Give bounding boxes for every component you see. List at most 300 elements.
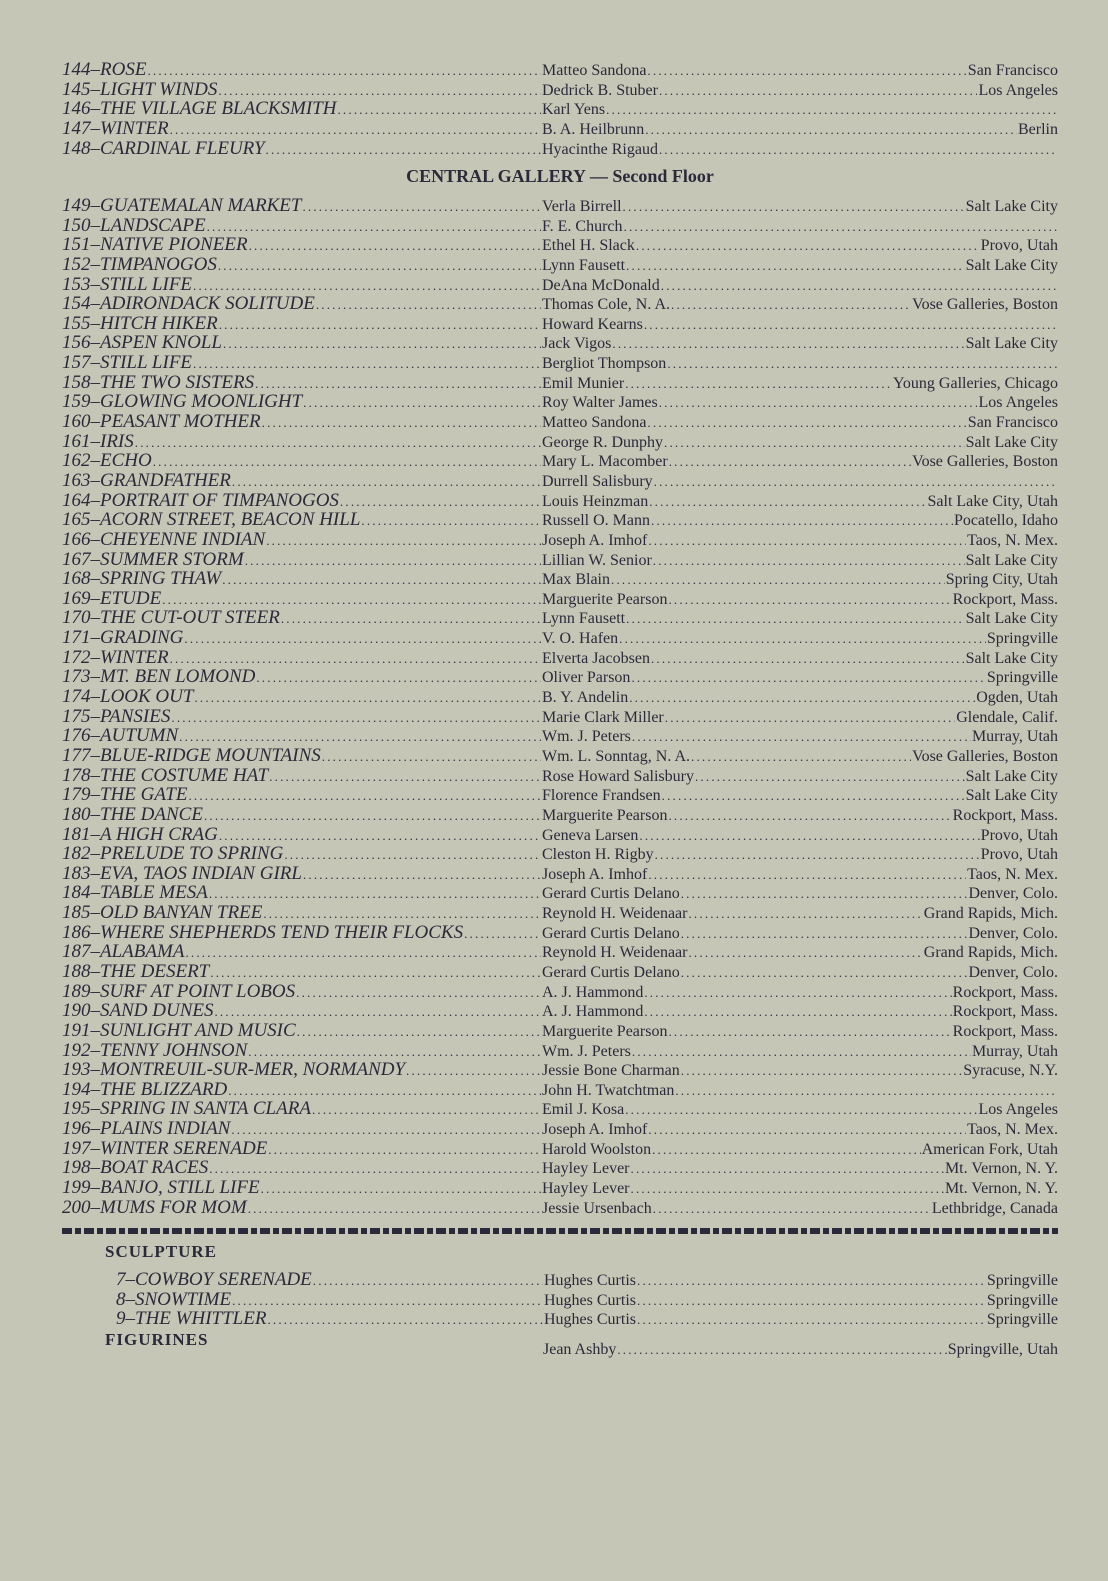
entry-artist-cell xyxy=(542,943,1058,963)
entry-title-cell xyxy=(62,982,542,1003)
leader-dots xyxy=(204,806,541,826)
entry-location: San Francisco xyxy=(967,414,1058,432)
entry-location: Salt Lake City xyxy=(965,551,1058,569)
entry-artist-cell xyxy=(542,884,1058,904)
leader-dots xyxy=(193,276,541,296)
entry-title: 189–SURF AT POINT LOBOS xyxy=(62,981,296,1002)
entry-title-cell xyxy=(62,432,542,453)
entry-location: Salt Lake City, Utah xyxy=(927,492,1058,510)
entry-artist: Gerard Curtis Delano xyxy=(542,924,680,942)
entry-title: 156–ASPEN KNOLL xyxy=(62,333,222,354)
entry-location: Ogden, Utah xyxy=(976,689,1058,707)
leader-dots xyxy=(249,236,541,256)
leader-dots xyxy=(337,100,541,120)
leader-dots xyxy=(688,943,922,963)
entry-artist: Gerard Curtis Delano xyxy=(542,885,680,903)
entry-title: 147–WINTER xyxy=(62,118,169,139)
catalog-entry xyxy=(62,196,1058,216)
entry-location: Provo, Utah xyxy=(980,846,1058,864)
entry-artist-cell xyxy=(542,1140,1058,1160)
catalog-entry xyxy=(62,275,1058,295)
entry-title-cell xyxy=(62,255,542,276)
leader-dots xyxy=(214,1002,541,1022)
entry-artist-cell xyxy=(542,747,1058,767)
leader-dots xyxy=(209,884,541,904)
leader-dots xyxy=(340,492,541,512)
entry-title: 184–TABLE MESA xyxy=(62,883,208,904)
leader-dots xyxy=(631,1179,944,1199)
entry-artist-cell xyxy=(542,708,1058,728)
entry-title: 170–THE CUT-OUT STEER xyxy=(62,608,280,629)
entry-artist-cell xyxy=(542,334,1058,354)
entry-title: 182–PRELUDE TO SPRING xyxy=(62,844,284,865)
entry-title: 150–LANDSCAPE xyxy=(62,215,206,236)
entry-title: 183–EVA, TAOS INDIAN GIRL xyxy=(62,863,302,884)
entry-title-cell xyxy=(62,275,542,296)
entry-location: Vose Galleries, Boston xyxy=(912,747,1058,765)
entry-title: 190–SAND DUNES xyxy=(62,1001,214,1022)
entry-location: Salt Lake City xyxy=(965,256,1058,274)
entry-title-cell xyxy=(62,491,542,512)
entry-title: 176–AUTUMN xyxy=(62,726,179,747)
catalog-entry xyxy=(62,628,1058,648)
entry-artist: Lillian W. Senior xyxy=(542,551,652,569)
catalog-entry xyxy=(62,1198,1058,1218)
entry-title: 192–TENNY JOHNSON xyxy=(62,1040,248,1061)
catalog-entry xyxy=(62,785,1058,805)
entry-title: 7–COWBOY SERENADE xyxy=(116,1270,312,1290)
leader-dots xyxy=(644,983,951,1003)
entry-title: 171–GRADING xyxy=(62,628,184,649)
catalog-entry xyxy=(62,962,1058,982)
entry-artist-cell xyxy=(542,629,1058,649)
entry-artist: Matteo Sandona xyxy=(542,414,647,432)
entry-artist: Emil Munier xyxy=(542,374,625,392)
entry-location: Springville xyxy=(986,1291,1058,1309)
catalog-entry xyxy=(62,883,1058,903)
leader-dots xyxy=(647,61,966,81)
leader-dots xyxy=(170,649,541,669)
entry-artist: Jessie Ursenbach xyxy=(542,1199,652,1217)
leader-dots xyxy=(313,1271,543,1291)
leader-dots xyxy=(263,904,541,924)
catalog-entry xyxy=(62,373,1058,393)
entry-location: San Francisco xyxy=(967,62,1058,79)
entry-artist-cell xyxy=(542,924,1058,944)
entry-title-cell xyxy=(62,1060,542,1081)
entry-title-cell xyxy=(62,80,542,101)
entry-title-cell xyxy=(62,628,542,649)
catalog-entry xyxy=(62,1060,1058,1080)
entry-artist-cell xyxy=(542,649,1058,669)
entry-title-cell xyxy=(116,1309,544,1330)
catalog-entry xyxy=(62,569,1058,589)
leader-dots xyxy=(232,1291,543,1311)
entry-title: 198–BOAT RACES xyxy=(62,1158,209,1179)
entry-artist-cell xyxy=(542,1159,1058,1179)
catalog-entry xyxy=(62,314,1058,334)
leader-dots xyxy=(636,236,980,256)
entry-title-cell xyxy=(62,530,542,551)
entry-title: 158–THE TWO SISTERS xyxy=(62,372,255,393)
entry-title: 148–CARDINAL FLEURY xyxy=(62,138,265,159)
leader-dots xyxy=(232,472,541,492)
leader-dots xyxy=(228,1081,541,1101)
entry-title-cell xyxy=(62,726,542,747)
leader-dots xyxy=(648,1120,966,1140)
catalog-entry xyxy=(62,1041,1058,1061)
leader-dots xyxy=(651,649,965,669)
entry-artist-cell xyxy=(542,845,1058,865)
leader-dots xyxy=(312,1100,541,1120)
leader-dots xyxy=(255,374,541,394)
entry-artist-cell xyxy=(544,1310,1058,1330)
entry-title: 163–GRANDFATHER xyxy=(62,470,231,491)
entry-artist-cell xyxy=(542,609,1058,629)
leader-dots xyxy=(681,884,968,904)
entry-title-cell xyxy=(62,1041,542,1062)
catalog-entry xyxy=(62,589,1058,609)
entry-location: Salt Lake City xyxy=(965,649,1058,667)
catalog-entry xyxy=(62,550,1058,570)
leader-dots xyxy=(659,81,977,101)
leader-dots xyxy=(626,609,964,629)
entry-artist-cell xyxy=(542,963,1058,983)
decorative-divider xyxy=(62,1228,1058,1234)
catalog-entry xyxy=(62,139,1058,159)
entry-title: 157–STILL LIFE xyxy=(62,353,193,374)
entry-artist: Hayley Lever xyxy=(542,1180,630,1198)
leader-dots xyxy=(269,767,541,787)
entry-location: Provo, Utah xyxy=(980,237,1058,255)
entry-artist: Matteo Sandona xyxy=(542,62,647,79)
catalog-entry xyxy=(62,471,1058,491)
entry-title: 159–GLOWING MOONLIGHT xyxy=(62,392,303,413)
catalog-entry xyxy=(116,1270,1058,1290)
entry-location: Denver, Colo. xyxy=(968,924,1058,942)
entry-title: 162–ECHO xyxy=(62,451,152,472)
entry-artist-cell xyxy=(542,492,1058,512)
entry-artist-cell xyxy=(542,767,1058,787)
entry-title-cell xyxy=(62,766,542,787)
entry-title-cell xyxy=(62,1178,542,1199)
entry-artist: Joseph A. Imhof xyxy=(542,865,648,883)
entry-artist: Wm. J. Peters xyxy=(542,1042,631,1060)
catalog-entry xyxy=(116,1290,1058,1310)
catalog-entry xyxy=(62,805,1058,825)
entry-title: 181–A HIGH CRAG xyxy=(62,824,218,845)
leader-dots xyxy=(661,276,1057,296)
entry-artist: Gerard Curtis Delano xyxy=(542,963,680,981)
entry-location: Mt. Vernon, N. Y. xyxy=(944,1160,1058,1178)
entry-artist-cell xyxy=(542,1120,1058,1140)
catalog-entry xyxy=(62,1099,1058,1119)
entry-title: 177–BLUE-RIDGE MOUNTAINS xyxy=(62,745,321,766)
entry-list-sculpture xyxy=(116,1270,1058,1329)
catalog-entry xyxy=(62,746,1058,766)
leader-dots xyxy=(267,1310,543,1330)
entry-title: 199–BANJO, STILL LIFE xyxy=(62,1178,260,1199)
entry-location: Taos, N. Mex. xyxy=(967,531,1058,549)
leader-dots xyxy=(647,413,966,433)
entry-title: 193–MONTREUIL-SUR-MER, NORMANDY xyxy=(62,1060,406,1081)
entry-artist: B. A. Heilbrunn xyxy=(542,120,645,138)
leader-dots xyxy=(664,433,965,453)
entry-artist: Reynold H. Weidenaar xyxy=(542,905,688,923)
entry-title-cell xyxy=(62,314,542,335)
leader-dots xyxy=(631,1159,944,1179)
entry-artist: Roy Walter James xyxy=(542,394,658,412)
leader-dots xyxy=(193,354,541,374)
leader-dots xyxy=(223,334,541,354)
leader-dots xyxy=(623,197,965,217)
leader-dots xyxy=(632,727,971,747)
leader-dots xyxy=(688,904,922,924)
entry-location: Mt. Vernon, N. Y. xyxy=(944,1180,1058,1198)
entry-artist: Lynn Fausett xyxy=(542,610,626,628)
leader-dots xyxy=(653,1199,931,1219)
entry-location: Rockport, Mass. xyxy=(952,590,1058,608)
leader-dots xyxy=(675,1081,1057,1101)
leader-dots xyxy=(218,256,541,276)
entry-title-cell xyxy=(62,139,542,160)
catalog-entry xyxy=(62,1119,1058,1139)
catalog-entry xyxy=(62,432,1058,452)
entry-title: 187–ALABAMA xyxy=(62,942,185,963)
leader-dots xyxy=(210,963,541,983)
catalog-entry xyxy=(62,99,1058,119)
entry-title: 200–MUMS FOR MOM xyxy=(62,1197,247,1218)
entry-title-cell xyxy=(62,216,542,237)
entry-location: Lethbridge, Canada xyxy=(931,1199,1058,1217)
entry-title-cell xyxy=(62,333,542,354)
entry-title: 175–PANSIES xyxy=(62,706,171,727)
leader-dots xyxy=(632,1042,971,1062)
entry-artist-cell xyxy=(542,256,1058,276)
leader-dots xyxy=(629,688,975,708)
entry-title-cell xyxy=(62,60,542,81)
entry-title-cell xyxy=(62,942,542,963)
catalog-entry xyxy=(62,844,1058,864)
entry-artist-cell xyxy=(542,236,1058,256)
catalog-entry xyxy=(62,333,1058,353)
entry-artist-cell xyxy=(542,315,1058,335)
section-heading-sculpture: SCULPTURE xyxy=(105,1242,217,1261)
entry-location: Provo, Utah xyxy=(980,826,1058,844)
entry-artist-cell xyxy=(542,806,1058,826)
entry-artist: Marguerite Pearson xyxy=(542,590,668,608)
entry-title-cell xyxy=(62,746,542,767)
entry-artist: Joseph A. Imhof xyxy=(542,531,648,549)
leader-dots xyxy=(185,943,541,963)
leader-dots xyxy=(248,1199,541,1219)
entry-location: Grand Rapids, Mich. xyxy=(923,944,1058,962)
entry-artist-cell xyxy=(542,531,1058,551)
leader-dots xyxy=(361,511,541,531)
leader-dots xyxy=(681,924,968,944)
catalog-entry xyxy=(62,1080,1058,1100)
entry-title: 172–WINTER xyxy=(62,647,169,668)
catalog-entry xyxy=(62,1001,1058,1021)
leader-dots xyxy=(653,551,965,571)
entry-location: Taos, N. Mex. xyxy=(967,865,1058,883)
catalog-entry xyxy=(62,235,1058,255)
leader-dots xyxy=(219,315,541,335)
entry-title-cell xyxy=(62,648,542,669)
entry-title-cell xyxy=(62,235,542,256)
entry-artist: Karl Yens xyxy=(542,101,606,119)
entry-title-cell xyxy=(62,667,542,688)
entry-title-cell xyxy=(62,119,542,140)
catalog-entry xyxy=(62,942,1058,962)
leader-dots xyxy=(162,590,541,610)
entry-artist-cell xyxy=(542,276,1058,296)
entry-artist: Russell O. Mann xyxy=(542,512,650,530)
entry-artist-cell xyxy=(542,688,1058,708)
entry-title-cell xyxy=(62,1158,542,1179)
entry-title: 8–SNOWTIME xyxy=(116,1289,232,1310)
entry-artist-cell xyxy=(542,551,1058,571)
leader-dots xyxy=(626,256,964,276)
entry-location: Springville xyxy=(986,1272,1058,1289)
entry-title: 160–PEASANT MOTHER xyxy=(62,412,261,433)
entry-title-cell xyxy=(62,687,542,708)
entry-list-central xyxy=(62,196,1058,1217)
entry-title-cell xyxy=(62,1139,542,1160)
entry-title: 173–MT. BEN LOMOND xyxy=(62,667,256,688)
entry-location: Berlin xyxy=(1018,120,1058,138)
entry-title-cell xyxy=(62,569,542,590)
entry-location: Springville xyxy=(986,1311,1058,1329)
entry-artist: Thomas Cole, N. A. xyxy=(542,296,670,314)
catalog-entry xyxy=(62,392,1058,412)
entry-title-cell xyxy=(62,825,542,846)
entry-title: 169–ETUDE xyxy=(62,588,162,609)
entry-artist-cell xyxy=(542,452,1058,472)
catalog-entry xyxy=(62,648,1058,668)
leader-dots xyxy=(207,217,541,237)
entry-artist: Hughes Curtis xyxy=(544,1291,636,1309)
leader-dots xyxy=(667,354,1057,374)
leader-dots xyxy=(179,727,541,747)
entry-title-cell xyxy=(62,471,542,492)
entry-artist: F. E. Church xyxy=(542,217,623,235)
entry-artist-cell xyxy=(542,81,1058,101)
leader-dots xyxy=(662,786,965,806)
entry-artist-cell xyxy=(542,100,1058,120)
entry-title-cell xyxy=(62,608,542,629)
entry-title-cell xyxy=(62,1198,542,1219)
leader-dots xyxy=(644,1002,951,1022)
entry-artist: Bergliot Thompson xyxy=(542,355,667,373)
entry-location: Rockport, Mass. xyxy=(952,983,1058,1001)
entry-title-cell xyxy=(62,844,542,865)
entry-title-cell xyxy=(62,962,542,983)
catalog-entry xyxy=(62,982,1058,1002)
entry-artist-cell xyxy=(542,140,1058,160)
entry-title-cell xyxy=(62,412,542,433)
entry-artist: B. Y. Andelin xyxy=(542,689,629,707)
leader-dots xyxy=(631,668,985,688)
entry-location: Vose Galleries, Boston xyxy=(912,453,1058,471)
entry-artist-cell xyxy=(542,472,1058,492)
entry-artist-cell xyxy=(542,826,1058,846)
entry-location: Salt Lake City xyxy=(965,610,1058,628)
entry-artist-cell xyxy=(542,983,1058,1003)
entry-title-cell xyxy=(62,550,542,571)
section-heading-figurines: FIGURINES xyxy=(105,1330,209,1349)
entry-title-cell xyxy=(62,196,542,217)
leader-dots xyxy=(655,845,980,865)
entry-artist: Max Blain xyxy=(542,571,610,589)
catalog-entry xyxy=(62,687,1058,707)
entry-artist-cell xyxy=(542,904,1058,924)
leader-dots xyxy=(268,1140,541,1160)
entry-artist-cell xyxy=(542,1061,1058,1081)
leader-dots xyxy=(316,295,541,315)
entry-artist-cell xyxy=(542,1042,1058,1062)
leader-dots xyxy=(659,393,978,413)
entry-title-cell xyxy=(62,883,542,904)
leader-dots xyxy=(668,590,951,610)
leader-dots xyxy=(648,531,966,551)
catalog-entry xyxy=(116,1309,1058,1329)
entry-location: Los Angeles xyxy=(978,394,1058,412)
entry-title-cell xyxy=(116,1270,544,1291)
catalog-entry xyxy=(62,216,1058,236)
leader-dots xyxy=(135,433,541,453)
entry-artist: Joseph A. Imhof xyxy=(542,1121,648,1139)
entry-artist-cell xyxy=(542,433,1058,453)
entry-artist: Marguerite Pearson xyxy=(542,806,668,824)
leader-dots xyxy=(671,295,911,315)
entry-title: 194–THE BLIZZARD xyxy=(62,1079,228,1100)
catalog-entry xyxy=(62,1158,1058,1178)
catalog-entry xyxy=(62,825,1058,845)
leader-dots xyxy=(691,747,911,767)
entry-location: Glendale, Calif. xyxy=(956,708,1058,726)
leader-dots xyxy=(637,1271,986,1291)
leader-dots xyxy=(668,806,951,826)
entry-title: 153–STILL LIFE xyxy=(62,274,193,295)
entry-artist: Durrell Salisbury xyxy=(542,472,653,490)
entry-title: 154–ADIRONDACK SOLITUDE xyxy=(62,294,315,315)
entry-artist: Florence Frandsen xyxy=(542,787,661,805)
entry-artist-cell xyxy=(542,865,1058,885)
entry-artist: Hyacinthe Rigaud xyxy=(542,140,658,158)
entry-artist-cell xyxy=(542,354,1058,374)
catalog-entry xyxy=(62,412,1058,432)
leader-dots xyxy=(261,1179,541,1199)
leader-dots xyxy=(284,845,541,865)
entry-artist: Verla Birrell xyxy=(542,198,622,215)
leader-dots xyxy=(681,963,968,983)
entry-location: Springville, Utah xyxy=(947,1341,1058,1358)
entry-artist: Rose Howard Salisbury xyxy=(542,767,694,785)
catalog-entry xyxy=(62,903,1058,923)
entry-title: 155–HITCH HIKER xyxy=(62,313,218,334)
leader-dots xyxy=(665,708,956,728)
entry-artist-cell xyxy=(542,393,1058,413)
entry-title: 168–SPRING THAW xyxy=(62,569,222,590)
leader-dots xyxy=(218,81,541,101)
leader-dots xyxy=(695,767,965,787)
entry-artist-cell xyxy=(542,590,1058,610)
leader-dots xyxy=(322,747,541,767)
entry-artist: Hughes Curtis xyxy=(544,1311,636,1329)
entry-artist: Ethel H. Slack xyxy=(542,237,635,255)
entry-location: Rockport, Mass. xyxy=(952,1022,1058,1040)
